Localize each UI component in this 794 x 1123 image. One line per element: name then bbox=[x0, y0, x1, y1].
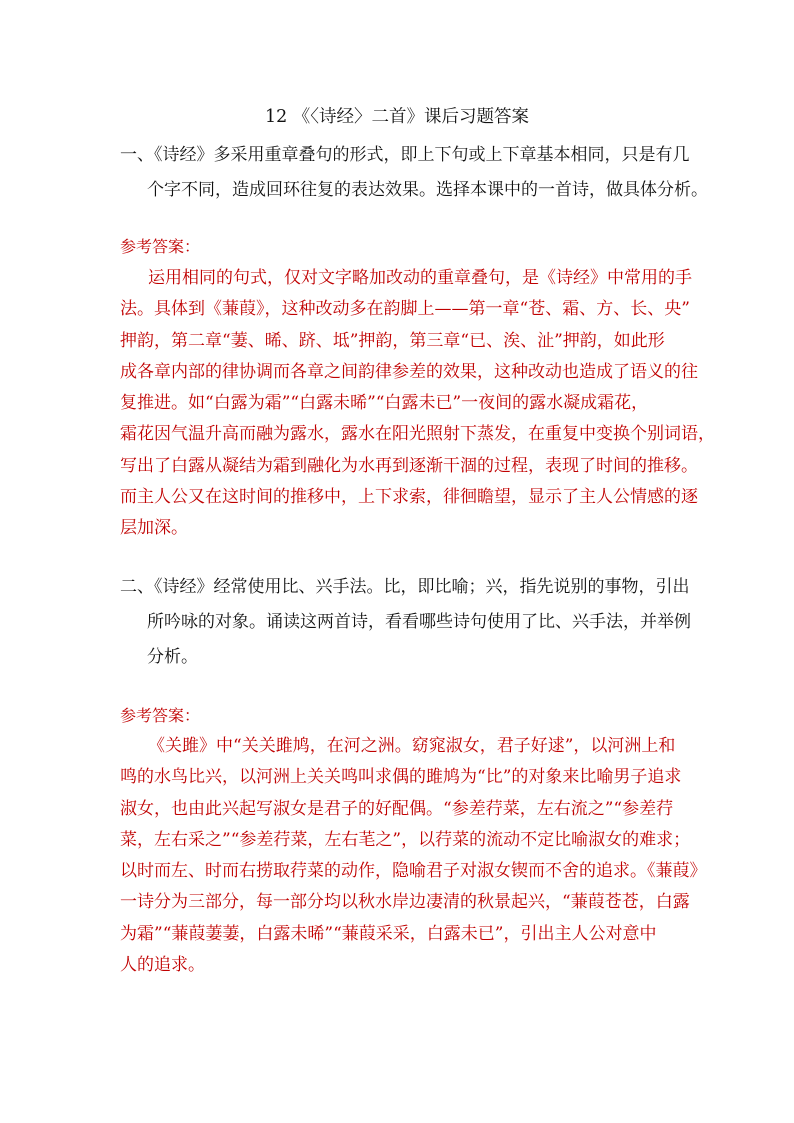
answer-1-line: 霜花因气温升高而融为露水，露水在阳光照射下蒸发，在重复中变换个别词语， bbox=[120, 424, 715, 445]
answer-2-line: 人的追求。 bbox=[120, 955, 205, 976]
answer-2-line: 为霜”“蒹葭萋萋，白露未晞”“蒹葭采采，白露未已”，引出主人公对意中 bbox=[120, 923, 657, 944]
answer-1-line: 成各章内部的律协调而各章之间韵律参差的效果，这种改动也造成了语义的往 bbox=[120, 361, 698, 382]
answer-1-label: 参考答案： bbox=[120, 237, 201, 256]
answer-2-label: 参考答案： bbox=[120, 706, 201, 725]
question-1 bbox=[120, 138, 708, 208]
answer-2-line: 菜，左右采之”“参差荇菜，左右芼之”，以荇菜的流动不定比喻淑女的难求； bbox=[120, 829, 691, 850]
answer-1-line: 层加深。 bbox=[120, 518, 188, 539]
answer-2-line: 《关雎》中“关关雎鸠，在河之洲。窈窕淑女，君子好逑”，以河洲上和 bbox=[148, 736, 676, 756]
question-2-line: 所吟咏的对象。诵读这两首诗，看看哪些诗句使用了比、兴手法，并举例 bbox=[147, 612, 691, 632]
question-2 bbox=[120, 570, 691, 675]
page-title: 12 《〈诗经〉二首》课后习题答案 bbox=[264, 107, 530, 127]
answer-1-line: 写出了白露从凝结为霜到融化为水再到逐渐干涸的过程，表现了时间的推移。 bbox=[120, 455, 698, 476]
answer-1-line: 复推进。如“白露为霜”“白露未晞”“白露未已”一夜间的露水凝成霜花， bbox=[120, 393, 649, 414]
question-2-line: 分析。 bbox=[147, 647, 198, 667]
answer-1 bbox=[120, 263, 715, 545]
answer-1-line: 而主人公又在这时间的推移中，上下求索，徘徊瞻望，显示了主人公情感的逐 bbox=[120, 487, 698, 508]
answer-1-line: 运用相同的句式，仅对文字略加改动的重章叠句，是《诗经》中常用的手 bbox=[148, 268, 692, 288]
answer-1-line: 押韵，第二章“萋、晞、跻、坻”押韵，第三章“已、涘、沚”押韵，如此形 bbox=[120, 330, 665, 351]
answer-2-line: 淑女，也由此兴起写淑女是君子的好配偶。“参差荇菜，左右流之”“参差荇 bbox=[120, 798, 674, 819]
answer-1-line: 法。具体到《蒹葭》，这种改动多在韵脚上——第一章“苍、霜、方、长、央” bbox=[120, 299, 690, 320]
question-2-line: 二、《诗经》经常使用比、兴手法。比，即比喻；兴，指先说别的事物，引出 bbox=[120, 577, 690, 597]
answer-2-line: 鸣的水鸟比兴，以河洲上关关鸣叫求偶的雎鸠为“比”的对象来比喻男子追求 bbox=[120, 767, 682, 788]
question-1-line: 一、《诗经》多采用重章叠句的形式，即上下句或上下章基本相同，只是有几 bbox=[120, 145, 690, 165]
answer-2-line: 一诗分为三部分，每一部分均以秋水岸边凄清的秋景起兴，“蒹葭苍苍，白露 bbox=[120, 892, 690, 913]
question-1-line: 个字不同，造成回环往复的表达效果。选择本课中的一首诗，做具体分析。 bbox=[147, 180, 708, 200]
answer-2-line: 以时而左、时而右捞取荇菜的动作，隐喻君子对淑女锲而不舍的追求。《蒹葭》 bbox=[120, 861, 707, 882]
answer-2 bbox=[120, 731, 707, 981]
